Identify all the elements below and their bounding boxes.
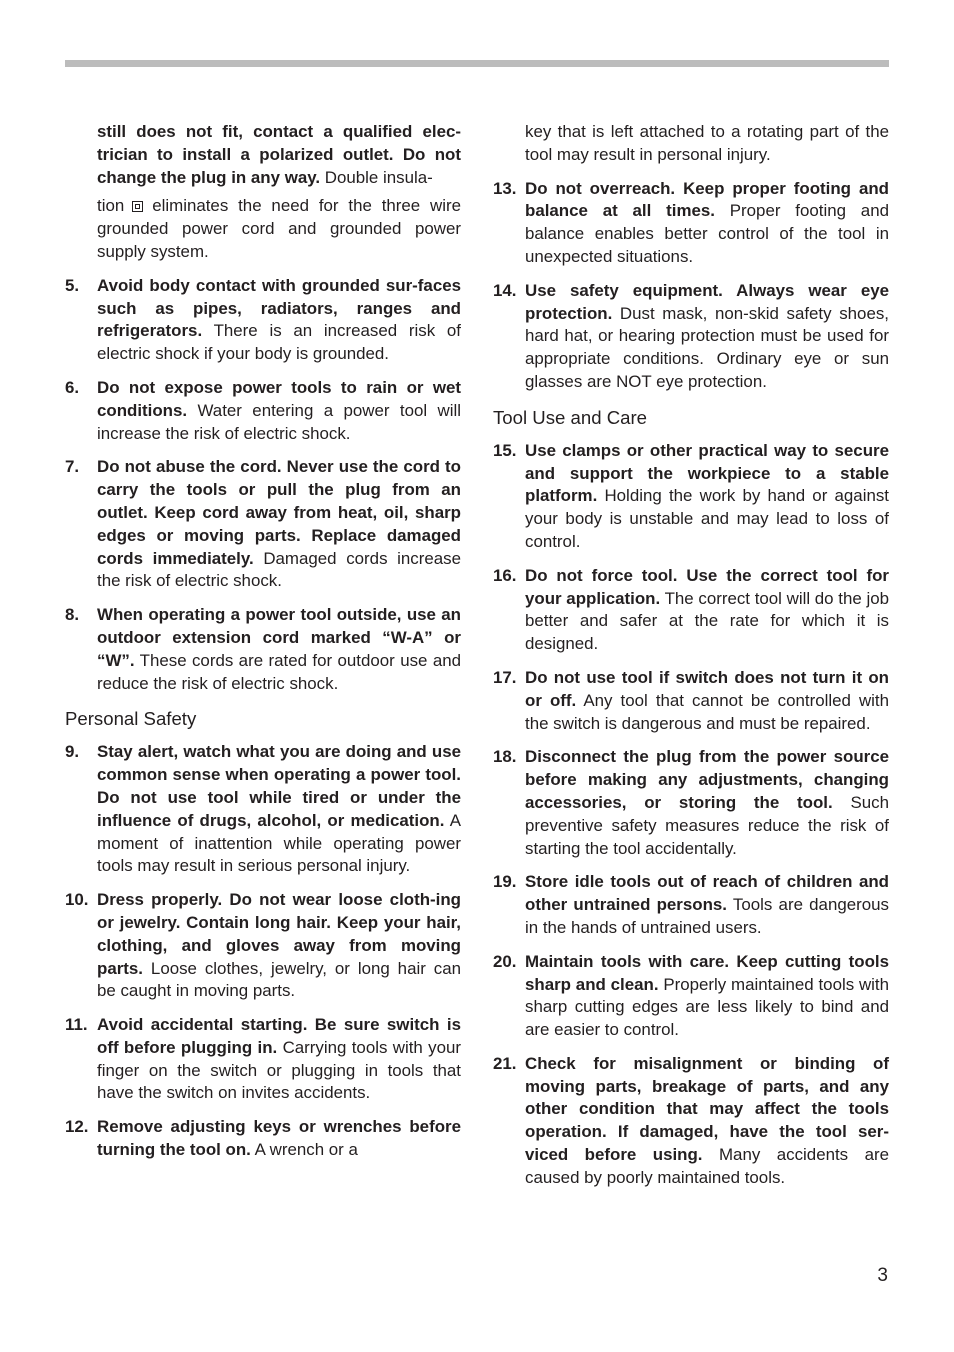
item-number: 5. bbox=[65, 275, 80, 295]
list-item bbox=[65, 1014, 461, 1105]
item-instruction: Maintain tools with care. Keep cutting tools sharp and clean. bbox=[525, 951, 889, 994]
list-item bbox=[493, 667, 889, 735]
item-explanation: Properly maintained tools with sharp cutting edges are less likely to bind and are easier to control. bbox=[525, 974, 889, 1040]
item-instruction: Avoid body contact with grounded sur-faces such as pipes, radiators, ranges and refrigerators. bbox=[97, 275, 461, 341]
item-number: 11. bbox=[65, 1015, 88, 1035]
list-item bbox=[493, 871, 889, 939]
item-instruction: Check for misalignment or binding of moving parts, breakage of parts, and any other condition that may affect the tools operation. If damaged, have the tool ser-viced before using. bbox=[525, 1053, 889, 1165]
item-instruction: Disconnect the plug from the power source before making any adjustments, changing accessories, or storing the tool. bbox=[525, 747, 889, 812]
item-explanation: Damaged cords increase the risk of electric shock. bbox=[97, 548, 461, 591]
item-number: 17. bbox=[493, 667, 517, 687]
header-rule bbox=[65, 60, 889, 67]
continuation-paragraph: key that is left attached to a rotating part of the tool may result in personal injury. bbox=[525, 122, 889, 164]
item-instruction: Remove adjusting keys or wrenches before turning the tool on. bbox=[97, 1117, 461, 1160]
item-instruction: Use safety equipment. Always wear eye protection. bbox=[525, 280, 889, 323]
item-instruction: Stay alert, watch what you are doing and use common sense when operating a power tool. Do not use tool while tired or under the influence of drugs, alcohol, or medication. bbox=[97, 742, 461, 830]
section-heading-tool-use-and-care: Tool Use and Care bbox=[493, 406, 647, 428]
item-explanation: Many accidents are caused by poorly maintained tools. bbox=[525, 1145, 889, 1187]
item-instruction: When operating a power tool outside, use an outdoor extension cord marked “W-A” or “W”. bbox=[97, 605, 461, 670]
left-column bbox=[65, 121, 461, 1173]
item-number: 14. bbox=[493, 280, 517, 300]
item-explanation: The correct tool will do the job better and safer at the rate for which it is designed. bbox=[525, 588, 889, 654]
item-instruction: Do not abuse the cord. Never use the cord to carry the tools or pull the plug from an outlet. Keep cord away from heat, oil, sharp edges or moving parts. Replace damaged cords immediately. bbox=[97, 457, 461, 568]
item-explanation: There is an increased risk of electric shock if your body is grounded. bbox=[97, 321, 461, 364]
item-explanation: Loose clothes, jewelry, or long hair can be caught in moving parts. bbox=[97, 958, 461, 1001]
list-item bbox=[65, 741, 461, 878]
item-instruction: Do not overreach. Keep proper footing and balance at all times. bbox=[525, 178, 889, 221]
item-explanation: Proper footing and balance enables better control of the tool in unexpected situations. bbox=[525, 201, 889, 266]
list-item bbox=[493, 178, 889, 269]
list-item bbox=[65, 456, 461, 593]
item-explanation: Such preventive safety measures reduce the risk of starting the tool accidentally. bbox=[525, 792, 889, 858]
list-item bbox=[493, 746, 889, 860]
intro-paragraph-cont: tion eliminates the need for the three wire grounded power cord and grounded power supply system. bbox=[97, 196, 461, 261]
item-instruction: Avoid accidental starting. Be sure switch is off before plugging in. bbox=[97, 1015, 461, 1057]
item-explanation: Tools are dangerous in the hands of untrained users. bbox=[525, 895, 889, 937]
item-explanation: These cords are rated for outdoor use and reduce the risk of electric shock. bbox=[97, 650, 462, 693]
item-explanation: Carrying tools with your finger on the switch or plugging in tools that have the switch on invites accidents. bbox=[97, 1037, 461, 1103]
item-explanation: Any tool that cannot be controlled with the switch is dangerous and must be repaired. bbox=[525, 690, 890, 733]
page-number: 3 bbox=[877, 1265, 888, 1286]
item-instruction: Store idle tools out of reach of children and other untrained persons. bbox=[525, 872, 889, 915]
item-instruction: Do not use tool if switch does not turn it on or off. bbox=[525, 667, 889, 710]
item-explanation: Water entering a power tool will increase the risk of electric shock. bbox=[97, 400, 461, 443]
intro-bold: still does not fit, contact a qualified elec-trician to install a polarized outlet. Do not change the plug in any way. bbox=[97, 122, 461, 187]
list-item bbox=[493, 951, 889, 1042]
item-number: 6. bbox=[65, 377, 80, 397]
list-item bbox=[493, 565, 889, 656]
list-item bbox=[493, 280, 889, 394]
item-number: 21. bbox=[493, 1053, 517, 1073]
double-insulation-icon bbox=[132, 201, 143, 212]
item-number: 12. bbox=[65, 1117, 89, 1137]
item-number: 10. bbox=[65, 890, 89, 910]
item-explanation: A wrench or a bbox=[254, 1140, 358, 1160]
item-number: 20. bbox=[493, 951, 517, 971]
list-item bbox=[493, 1053, 889, 1190]
intro-paragraph bbox=[65, 121, 461, 189]
item-instruction: Use clamps or other practical way to secure and support the workpiece to a stable platform. bbox=[525, 440, 889, 506]
item-number: 15. bbox=[493, 440, 517, 460]
item-number: 7. bbox=[65, 457, 80, 477]
item-number: 13. bbox=[493, 178, 517, 198]
item-explanation: A moment of inattention while operating power tools may result in serious personal injury. bbox=[97, 810, 461, 876]
list-item bbox=[65, 377, 461, 445]
list-item bbox=[65, 275, 461, 366]
item-number: 9. bbox=[65, 742, 80, 762]
item-instruction: Do not force tool. Use the correct tool for your application. bbox=[525, 565, 889, 608]
item-number: 18. bbox=[493, 747, 517, 767]
item-instruction: Dress properly. Do not wear loose cloth-ing or jewelry. Contain long hair. Keep your hair, clothing, and gloves away from moving parts. bbox=[97, 890, 461, 978]
item-number: 16. bbox=[493, 565, 517, 585]
item-explanation: Dust mask, non-skid safety shoes, hard hat, or hearing protection must be used for appropriate conditions. Ordinary eye or sun glasses are NOT eye protection. bbox=[525, 303, 889, 391]
item-number: 8. bbox=[65, 605, 80, 625]
item-instruction: Do not expose power tools to rain or wet conditions. bbox=[97, 377, 461, 420]
section-heading-personal-safety: Personal Safety bbox=[65, 708, 197, 730]
list-item bbox=[65, 1116, 461, 1162]
list-item bbox=[65, 604, 461, 695]
item-explanation: Holding the work by hand or against your body is unstable and may lead to loss of control. bbox=[525, 486, 889, 551]
list-item bbox=[65, 889, 461, 1003]
item-number: 19. bbox=[493, 872, 517, 892]
list-item bbox=[493, 440, 889, 554]
right-column bbox=[493, 121, 889, 1201]
intro-text: Double insula- bbox=[324, 167, 433, 187]
